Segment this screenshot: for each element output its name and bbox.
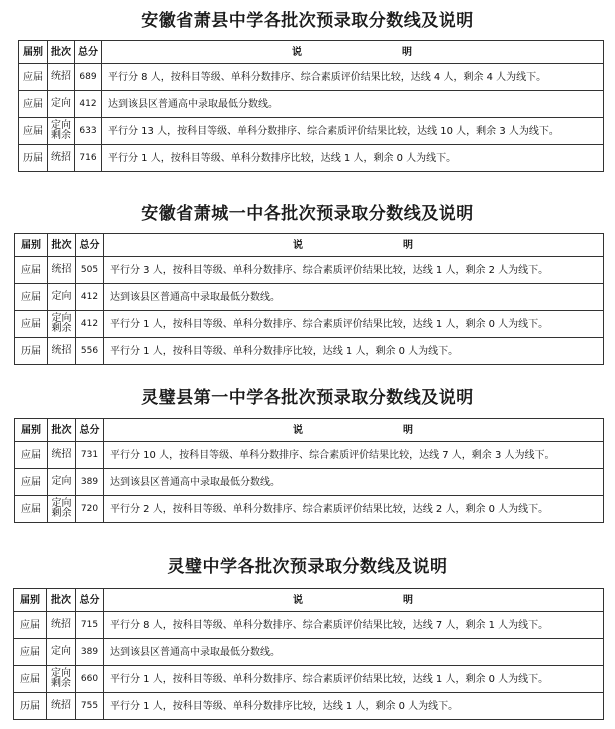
header-score: 总分 <box>75 41 102 64</box>
table-header-row <box>14 589 604 612</box>
admission-table <box>18 40 604 172</box>
table-row <box>19 118 604 145</box>
table-row <box>15 496 604 523</box>
cohort-cell: 应届 <box>15 311 48 338</box>
description-cell: 平行分 1 人，按科目等级、单科分数排序比较，达线 1 人，剩余 0 人为线下。 <box>102 145 604 172</box>
score-cell: 412 <box>76 311 104 338</box>
batch-cell: 定向剩余 <box>47 666 76 693</box>
score-cell: 689 <box>75 64 102 91</box>
description-cell: 平行分 8 人，按科目等级、单科分数排序、综合素质评价结果比较，达线 7 人，剩余 1 人为线下。 <box>104 612 604 639</box>
batch-cell: 定向 <box>48 284 76 311</box>
batch-cell: 定向剩余 <box>48 118 75 145</box>
table-header-row <box>19 41 604 64</box>
cohort-cell: 应届 <box>19 64 48 91</box>
cohort-cell: 应届 <box>15 442 48 469</box>
header-description: 说 明 <box>104 234 604 257</box>
batch-cell: 统招 <box>48 64 75 91</box>
header-cohort: 届别 <box>19 41 48 64</box>
description-cell: 平行分 1 人，按科目等级、单科分数排序比较，达线 1 人，剩余 0 人为线下。 <box>104 693 604 720</box>
header-cohort: 届别 <box>14 589 47 612</box>
batch-cell: 定向 <box>48 91 75 118</box>
header-score: 总分 <box>76 589 104 612</box>
section-title: 灵璧县第一中学各批次预录取分数线及说明 <box>141 388 474 408</box>
header-description: 说 明 <box>104 419 604 442</box>
header-score: 总分 <box>76 419 104 442</box>
score-cell: 660 <box>76 666 104 693</box>
score-cell: 556 <box>76 338 104 365</box>
admission-table <box>13 588 604 720</box>
score-cell: 389 <box>76 469 104 496</box>
cohort-cell: 应届 <box>19 91 48 118</box>
batch-cell: 定向 <box>47 639 76 666</box>
description-cell: 平行分 1 人，按科目等级、单科分数排序、综合素质评价结果比较，达线 1 人，剩余 0 人为线下。 <box>104 311 604 338</box>
table-row <box>15 284 604 311</box>
batch-cell: 统招 <box>48 145 75 172</box>
table-header-row <box>15 234 604 257</box>
cohort-cell: 应届 <box>14 612 47 639</box>
section-title: 安徽省萧城一中各批次预录取分数线及说明 <box>141 204 474 224</box>
cohort-cell: 应届 <box>14 639 47 666</box>
description-cell: 平行分 8 人，按科目等级、单科分数排序、综合素质评价结果比较，达线 4 人，剩余 4 人为线下。 <box>102 64 604 91</box>
cohort-cell: 历届 <box>15 338 48 365</box>
header-cohort: 届别 <box>15 234 48 257</box>
score-cell: 731 <box>76 442 104 469</box>
table-row <box>14 612 604 639</box>
batch-cell: 定向剩余 <box>48 311 76 338</box>
description-cell: 平行分 13 人，按科目等级、单科分数排序、综合素质评价结果比较，达线 10 人，剩余 3 人为线下。 <box>102 118 604 145</box>
header-batch: 批次 <box>48 419 76 442</box>
description-cell: 达到该县区普通高中录取最低分数线。 <box>104 469 604 496</box>
score-cell: 720 <box>76 496 104 523</box>
header-batch: 批次 <box>47 589 76 612</box>
table-row <box>14 639 604 666</box>
header-batch: 批次 <box>48 234 76 257</box>
description-cell: 平行分 1 人，按科目等级、单科分数排序比较，达线 1 人，剩余 0 人为线下。 <box>104 338 604 365</box>
table-row <box>15 469 604 496</box>
score-cell: 755 <box>76 693 104 720</box>
cohort-cell: 应届 <box>15 469 48 496</box>
batch-cell: 统招 <box>47 693 76 720</box>
cohort-cell: 应届 <box>15 257 48 284</box>
header-description: 说 明 <box>102 41 604 64</box>
cohort-cell: 历届 <box>14 693 47 720</box>
section-title: 灵璧中学各批次预录取分数线及说明 <box>167 557 448 577</box>
table-row <box>14 693 604 720</box>
description-cell: 达到该县区普通高中录取最低分数线。 <box>102 91 604 118</box>
cohort-cell: 应届 <box>19 118 48 145</box>
score-cell: 633 <box>75 118 102 145</box>
section-title: 安徽省萧县中学各批次预录取分数线及说明 <box>141 11 474 31</box>
description-cell: 平行分 1 人，按科目等级、单科分数排序、综合素质评价结果比较，达线 1 人，剩余 0 人为线下。 <box>104 666 604 693</box>
score-cell: 716 <box>75 145 102 172</box>
score-cell: 505 <box>76 257 104 284</box>
table-row <box>19 145 604 172</box>
batch-cell: 统招 <box>48 257 76 284</box>
description-cell: 平行分 10 人，按科目等级、单科分数排序、综合素质评价结果比较，达线 7 人，剩余 3 人为线下。 <box>104 442 604 469</box>
cohort-cell: 应届 <box>15 284 48 311</box>
description-cell: 达到该县区普通高中录取最低分数线。 <box>104 284 604 311</box>
table-row <box>15 311 604 338</box>
batch-cell: 定向 <box>48 469 76 496</box>
table-row <box>15 257 604 284</box>
cohort-cell: 应届 <box>14 666 47 693</box>
score-cell: 715 <box>76 612 104 639</box>
table-row <box>19 64 604 91</box>
description-cell: 平行分 3 人，按科目等级、单科分数排序、综合素质评价结果比较，达线 1 人，剩余 2 人为线下。 <box>104 257 604 284</box>
table-row <box>19 91 604 118</box>
table-header-row <box>15 419 604 442</box>
batch-cell: 统招 <box>47 612 76 639</box>
cohort-cell: 历届 <box>19 145 48 172</box>
admission-table <box>14 233 604 365</box>
batch-cell: 统招 <box>48 338 76 365</box>
score-cell: 412 <box>76 284 104 311</box>
table-row <box>15 442 604 469</box>
batch-cell: 统招 <box>48 442 76 469</box>
description-cell: 达到该县区普通高中录取最低分数线。 <box>104 639 604 666</box>
score-cell: 412 <box>75 91 102 118</box>
header-batch: 批次 <box>48 41 75 64</box>
admission-table <box>14 418 604 523</box>
cohort-cell: 应届 <box>15 496 48 523</box>
batch-cell: 定向剩余 <box>48 496 76 523</box>
description-cell: 平行分 2 人，按科目等级、单科分数排序、综合素质评价结果比较，达线 2 人，剩余 0 人为线下。 <box>104 496 604 523</box>
score-cell: 389 <box>76 639 104 666</box>
header-score: 总分 <box>76 234 104 257</box>
table-row <box>15 338 604 365</box>
table-row <box>14 666 604 693</box>
header-description: 说 明 <box>104 589 604 612</box>
header-cohort: 届别 <box>15 419 48 442</box>
